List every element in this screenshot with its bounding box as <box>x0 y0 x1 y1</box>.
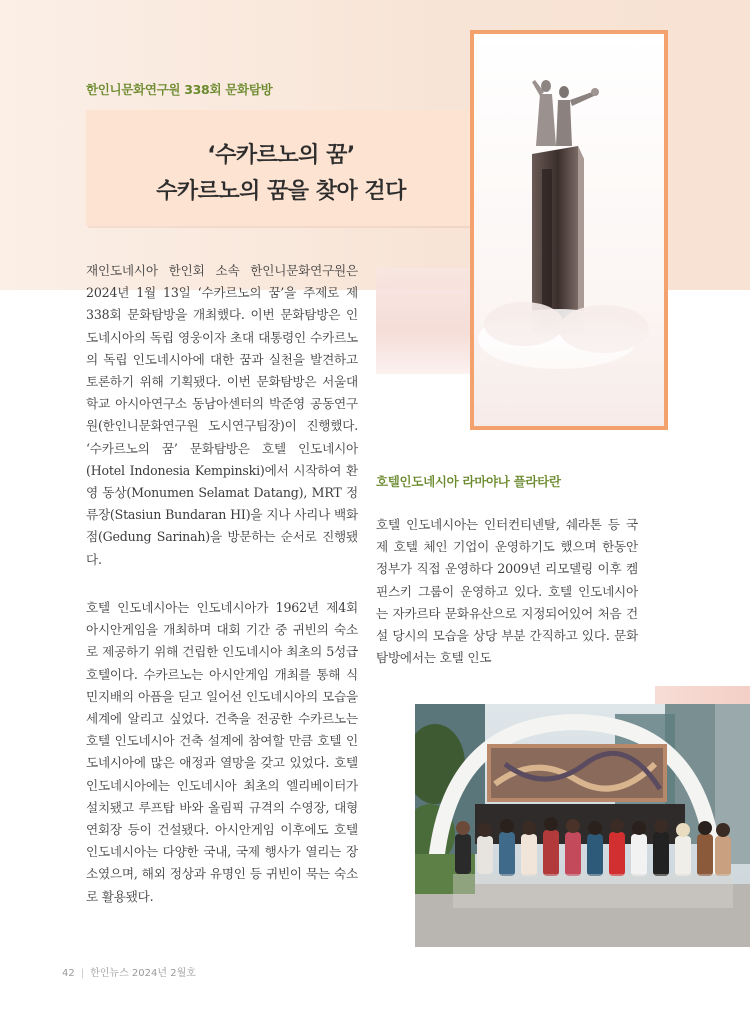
monument-illustration <box>474 34 664 426</box>
group-photo-illustration <box>415 704 750 947</box>
title-line-2: 수카르노의 꿈을 찾아 걷다 <box>156 179 406 204</box>
section-heading: 호텔인도네시아 라마야나 플라타란 <box>376 474 561 489</box>
publication-name: 한인뉴스 2024년 2월호 <box>90 968 196 979</box>
page-footer <box>62 964 196 979</box>
photo-accent-strip <box>655 686 750 704</box>
monument-photo <box>470 30 668 430</box>
title-line-1: ‘수카르노의 꿈’ <box>207 143 355 168</box>
footer-separator: | <box>80 968 85 979</box>
series-label: 한인니문화연구원 338회 문화탐방 <box>86 82 273 97</box>
group-photo <box>415 704 750 947</box>
decorative-fade-strip <box>376 268 472 374</box>
page-number: 42 <box>62 968 75 979</box>
article-paragraph-1: 재인도네시아 한인회 소속 한인니문화연구원은 2024년 1월 13일 ‘수카르노의 꿈’을 주제로 제338회 문화탐방을 개최했다. 이번 문화탐방은 인도네시아의 독립 영웅이자 초대 대통령인 수카르노의 독립 인도네시아에 대한 꿈과 실천을 발견하고 토론하기 위해 기획됐다. 이번 문화탐방은 서울대학교 아시아연구소 동남아센터의 박준영 공동연구원(한인니문화연구원 도시연구팀장)이 진행했다. ‘수카르노의 꿈’ 문화탐방은 호텔 인도네시아(Hotel Indonesia Kempinski)에서 시작하여 환영 동상(Monumen Selamat Datang), MRT 정류장(Stasiun Bundaran HI)을 지나 사리나 백화점(Gedung Sarinah)을 방문하는 순서로 진행됐다. <box>86 263 358 567</box>
article-paragraph-2: 호텔 인도네시아는 인도네시아가 1962년 제4회 아시안게임을 개최하며 대회 기간 중 귀빈의 숙소로 제공하기 위해 건립한 인도네시아 최초의 5성급 호텔이다. 수카르노는 아시안게임 개최를 통해 식민지배의 아픔을 딛고 일어선 인도네시아의 모습을 세계에 알리고 싶었다. 건축을 전공한 수카르노는 호텔 인도네시아 건축 설계에 참여할 만큼 호텔 인도네시아에 많은 애정과 열망을 갖고 있었다. 호텔 인도네시아에는 인도네시아 최초의 엘리베이터가 설치됐고 루프탑 바와 올림픽 규격의 수영장, 대형 연회장 등이 건설됐다. 아시안게임 이후에도 호텔 인도네시아는 다양한 국내, 국제 행사가 열리는 장소였으며, 해외 정상과 유명인 등 귀빈이 묵는 숙소로 활용됐다. <box>86 600 358 904</box>
article-paragraph-3: 호텔 인도네시아는 인터컨티넨탈, 쉐라톤 등 국제 호텔 체인 기업이 운영하기도 했으며 한동안 정부가 직접 운영하다 2009년 리모델링 이후 켐핀스키 그룹이 운영하고 있다. 호텔 인도네시아는 자카르타 문화유산으로 지정되어있어 처음 건설 당시의 모습을 상당 부분 간직하고 있다. 문화탐방에서는 호텔 인도 <box>376 517 638 666</box>
title-box <box>86 110 476 226</box>
